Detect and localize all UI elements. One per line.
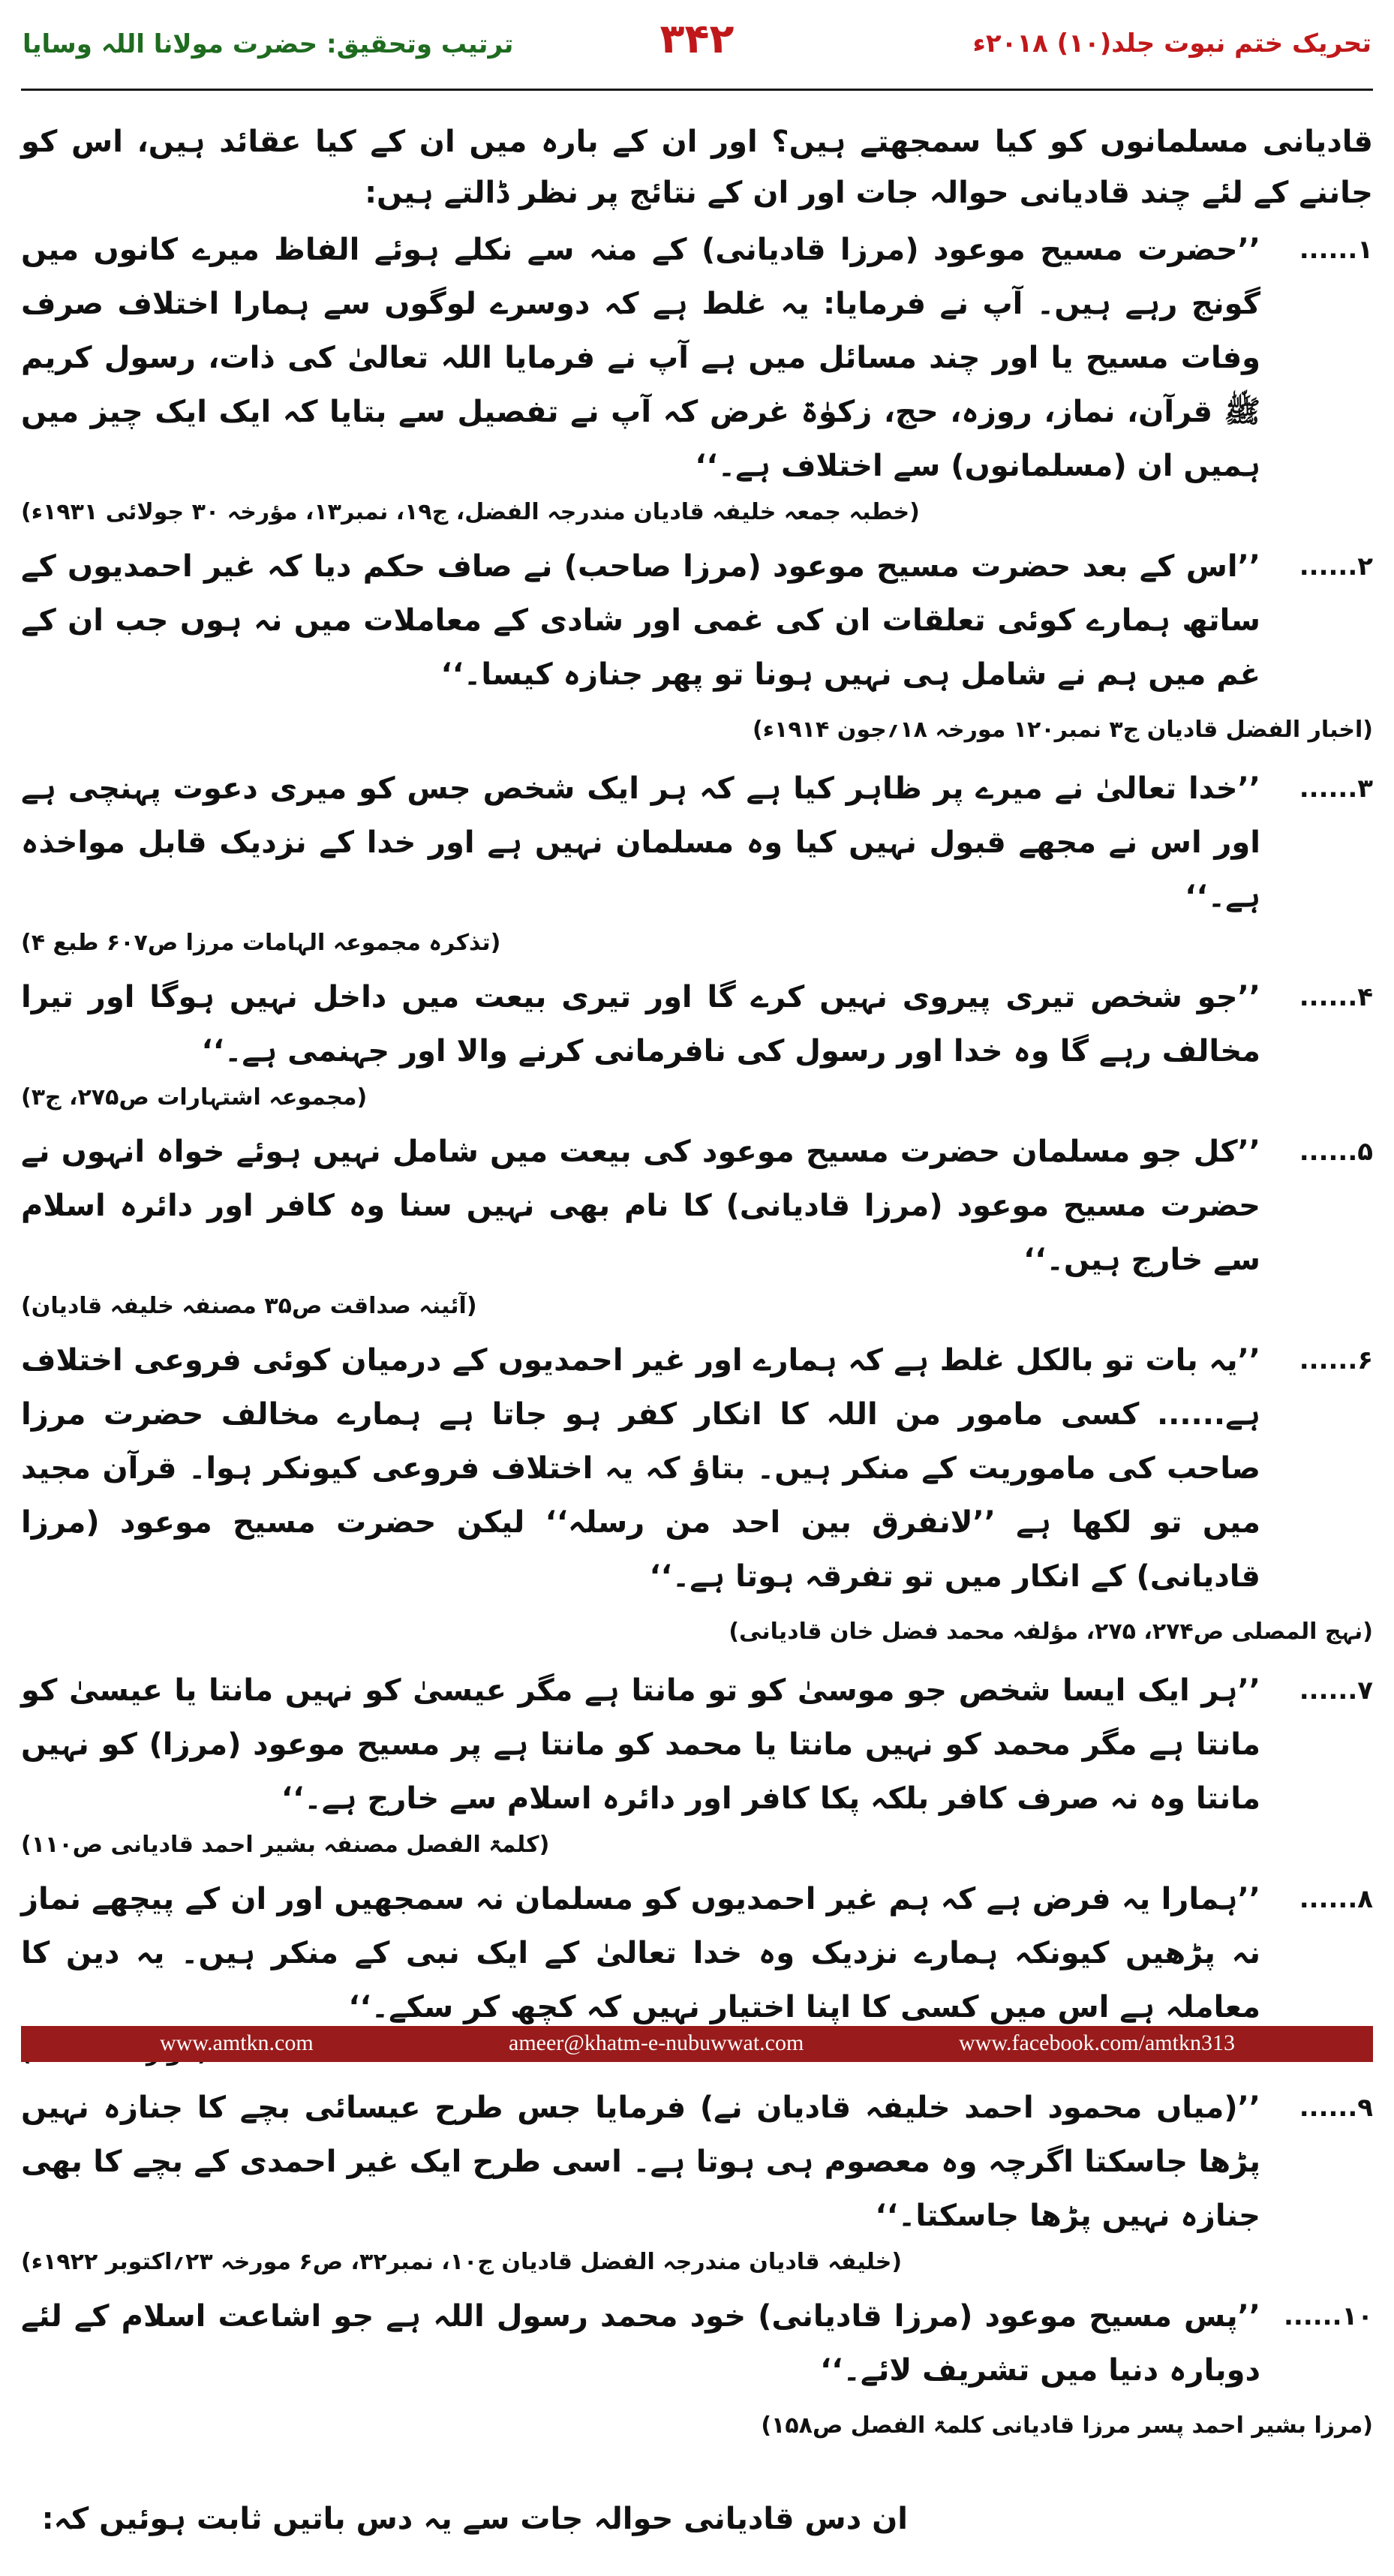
reference-item-3 bbox=[21, 762, 1373, 963]
footer-email-link[interactable]: ameer@khatm-e-nubuwwat.com bbox=[509, 2030, 804, 2055]
item-quote: ’’اس کے بعد حضرت مسیح موعود (مرزا صاحب) نے صاف حکم دیا کہ غیر احمدیوں کے ساتھ ہمارے کوئی تعلقات ان کی غمی اور شادی کے معاملات میں نہ ہوں جب ان کے غم میں ہم نے شامل ہی نہیں ہونا تو پھر جنازہ کیسا۔‘‘ bbox=[21, 549, 1260, 692]
item-number: ۴...... bbox=[1299, 982, 1373, 1012]
item-number: ۱...... bbox=[1299, 235, 1373, 265]
item-number: ۱۰...... bbox=[1283, 2301, 1373, 2331]
item-quote: ’’ہر ایک ایسا شخص جو موسیٰ کو تو مانتا ہے مگر عیسیٰ کو نہیں مانتا یا عیسیٰ کو مانتا ہے مگر محمد کو نہیں مانتا یا محمد کو مانتا ہے پر مسیح موعود (مرزا) کو نہیں مانتا وہ نہ صرف کافر بلکہ پکا کافر اور دائرہ اسلام سے خارج ہے۔‘‘ bbox=[21, 1673, 1260, 1816]
header-compiler: ترتیب وتحقیق: حضرت مولانا اللہ وسایا bbox=[23, 29, 514, 59]
item-number: ۳...... bbox=[1299, 774, 1373, 804]
reference-item-2 bbox=[21, 540, 1373, 702]
item-quote: ’’یہ بات تو بالکل غلط ہے کہ ہمارے اور غیر احمدیوں کے درمیان کوئی فروعی اختلاف ہے...... کسی مامور من اللہ کا انکار کفر ہو جاتا ہے ہمارے مخالف حضرت مرزا صاحب کی ماموریت کے منکر ہیں۔ بتاؤ کہ یہ اختلاف فروعی کیونکر ہوا۔ قرآن مجید میں تو لکھا ہے ’’لانفرق بین احد من رسلہ‘‘ لیکن حضرت مسیح موعود (مرزا قادیانی) کے انکار میں تو تفرقہ ہوتا ہے۔‘‘ bbox=[21, 1343, 1260, 1594]
item-number: ۲...... bbox=[1299, 552, 1373, 582]
conclusion-line: ان دس قادیانی حوالہ جات سے یہ دس باتیں ثابت ہوئیں کہ: bbox=[41, 2502, 908, 2536]
reference-item-1 bbox=[21, 223, 1373, 532]
item-citation: (آئینہ صداقت ص۳۵ مصنفہ خلیفہ قادیان) bbox=[21, 1293, 477, 1319]
item-citation: (مرزا بشیر احمد پسر مرزا قادیانی کلمۃ الفصل ص۱۵۸) bbox=[761, 2412, 1373, 2439]
item-citation: (کلمۃ الفصل مصنفہ بشیر احمد قادیانی ص۱۱۰) bbox=[21, 1832, 550, 1858]
item-citation: (خلیفہ قادیان مندرجہ الفضل قادیان ج۱۰، نمبر۳۲، ص۶ مورخہ ۲۳؍اکتوبر ۱۹۲۲ء) bbox=[21, 2249, 903, 2275]
item-citation: (خطبہ جمعہ خلیفہ قادیان مندرجہ الفضل، ج۱۹، نمبر۱۳، مؤرخہ ۳۰ جولائی ۱۹۳۱ء) bbox=[21, 499, 920, 525]
footer-facebook-link[interactable]: www.facebook.com/amtkn313 bbox=[959, 2030, 1235, 2055]
item-quote: ’’جو شخص تیری پیروی نہیں کرے گا اور تیری بیعت میں داخل نہیں ہوگا اور تیرا مخالف رہے گا وہ خدا اور رسول کی نافرمانی کرنے والا اور جہنمی ہے۔‘‘ bbox=[21, 980, 1260, 1069]
footer-website-link[interactable]: www.amtkn.com bbox=[160, 2030, 314, 2055]
page-number: ۳۴۲ bbox=[659, 15, 735, 62]
reference-item-6 bbox=[21, 1333, 1373, 1604]
reference-item-4 bbox=[21, 970, 1373, 1117]
item-number: ۷...... bbox=[1299, 1676, 1373, 1706]
item-quote: ’’پس مسیح موعود (مرزا قادیانی) خود محمد رسول اللہ ہے جو اشاعت اسلام کے لئے دوبارہ دنیا میں تشریف لائے۔‘‘ bbox=[21, 2299, 1260, 2388]
header-book-title: تحریک ختم نبوت جلد(۱۰) ۲۰۱۸ء bbox=[972, 29, 1371, 59]
item-citation: (تذکرہ مجموعہ الہامات مرزا ص۶۰۷ طبع ۴) bbox=[21, 930, 501, 956]
item-quote: ’’کل جو مسلمان حضرت مسیح موعود کی بیعت میں شامل نہیں ہوئے خواہ انہوں نے حضرت مسیح موعود (مرزا قادیانی) کا نام بھی نہیں سنا وہ کافر اور دائرہ اسلام سے خارج ہیں۔‘‘ bbox=[21, 1135, 1260, 1277]
page-header bbox=[0, 0, 1394, 98]
item-number: ۶...... bbox=[1299, 1345, 1373, 1375]
footer-bar bbox=[21, 2026, 1373, 2062]
page-body bbox=[21, 116, 1373, 2576]
reference-item-5 bbox=[21, 1125, 1373, 1326]
item-number: ۵...... bbox=[1299, 1137, 1373, 1167]
header-divider bbox=[21, 89, 1373, 91]
page-footer bbox=[0, 2026, 1394, 2082]
item-quote: ’’خدا تعالیٰ نے میرے پر ظاہر کیا ہے کہ ہر ایک شخص جس کو میری دعوت پہنچی ہے اور اس نے مجھے قبول نہیں کیا وہ مسلمان نہیں ہے اور خدا کے نزدیک قابل مواخذہ ہے۔‘‘ bbox=[21, 771, 1260, 914]
item-citation: (نہج المصلی ص۲۷۴، ۲۷۵، مؤلفہ محمد فضل خان قادیانی) bbox=[729, 1619, 1373, 1645]
reference-item-10 bbox=[21, 2289, 1373, 2397]
item-quote: ’’ہمارا یہ فرض ہے کہ ہم غیر احمدیوں کو مسلمان نہ سمجھیں اور ان کے پیچھے نماز نہ پڑھیں کیونکہ ہمارے نزدیک وہ خدا تعالیٰ کے ایک نبی کے منکر ہیں۔ یہ دین کا معاملہ ہے اس میں کسی کا اپنا اختیار نہیں کہ کچھ کر سکے۔‘‘ bbox=[21, 1882, 1260, 2024]
item-quote: ’’(میاں محمود احمد خلیفہ قادیان نے) فرمایا جس طرح عیسائی بچے کا جنازہ نہیں پڑھا جاسکتا اگرچہ وہ معصوم ہی ہوتا ہے۔ اسی طرح ایک غیر احمدی کے بچے کا بھی جنازہ نہیں پڑھا جاسکتا۔‘‘ bbox=[21, 2091, 1260, 2233]
reference-item-7 bbox=[21, 1664, 1373, 1865]
reference-item-9 bbox=[21, 2081, 1373, 2282]
item-quote: ’’حضرت مسیح موعود (مرزا قادیانی) کے منہ سے نکلے ہوئے الفاظ میرے کانوں میں گونج رہے ہیں۔ آپ نے فرمایا: یہ غلط ہے کہ دوسرے لوگوں سے ہمارا اختلاف صرف وفات مسیح یا اور چند مسائل میں ہے آپ نے فرمایا اللہ تعالیٰ کی ذات، رسول کریم ﷺ قرآن، نماز، روزہ، حج، زکوٰۃ غرض کہ آپ نے تفصیل سے بتایا کہ ایک ایک چیز میں ہمیں ان (مسلمانوں) سے اختلاف ہے۔‘‘ bbox=[21, 233, 1261, 483]
item-citation: (اخبار الفضل قادیان ج۳ نمبر۱۲۰ مورخہ ۱۸؍جون ۱۹۱۴ء) bbox=[752, 717, 1373, 743]
item-number: ۹...... bbox=[1299, 2093, 1373, 2123]
item-number: ۸...... bbox=[1299, 1884, 1373, 1914]
item-citation: (مجموعہ اشتہارات ص۲۷۵، ج۳) bbox=[21, 1084, 368, 1111]
intro-paragraph: قادیانی مسلمانوں کو کیا سمجھتے ہیں؟ اور ان کے بارہ میں ان کے کیا عقائد ہیں، اس کو جاننے کے لئے چند قادیانی حوالہ جات اور ان کے نتائج پر نظر ڈالتے ہیں: bbox=[21, 125, 1373, 210]
